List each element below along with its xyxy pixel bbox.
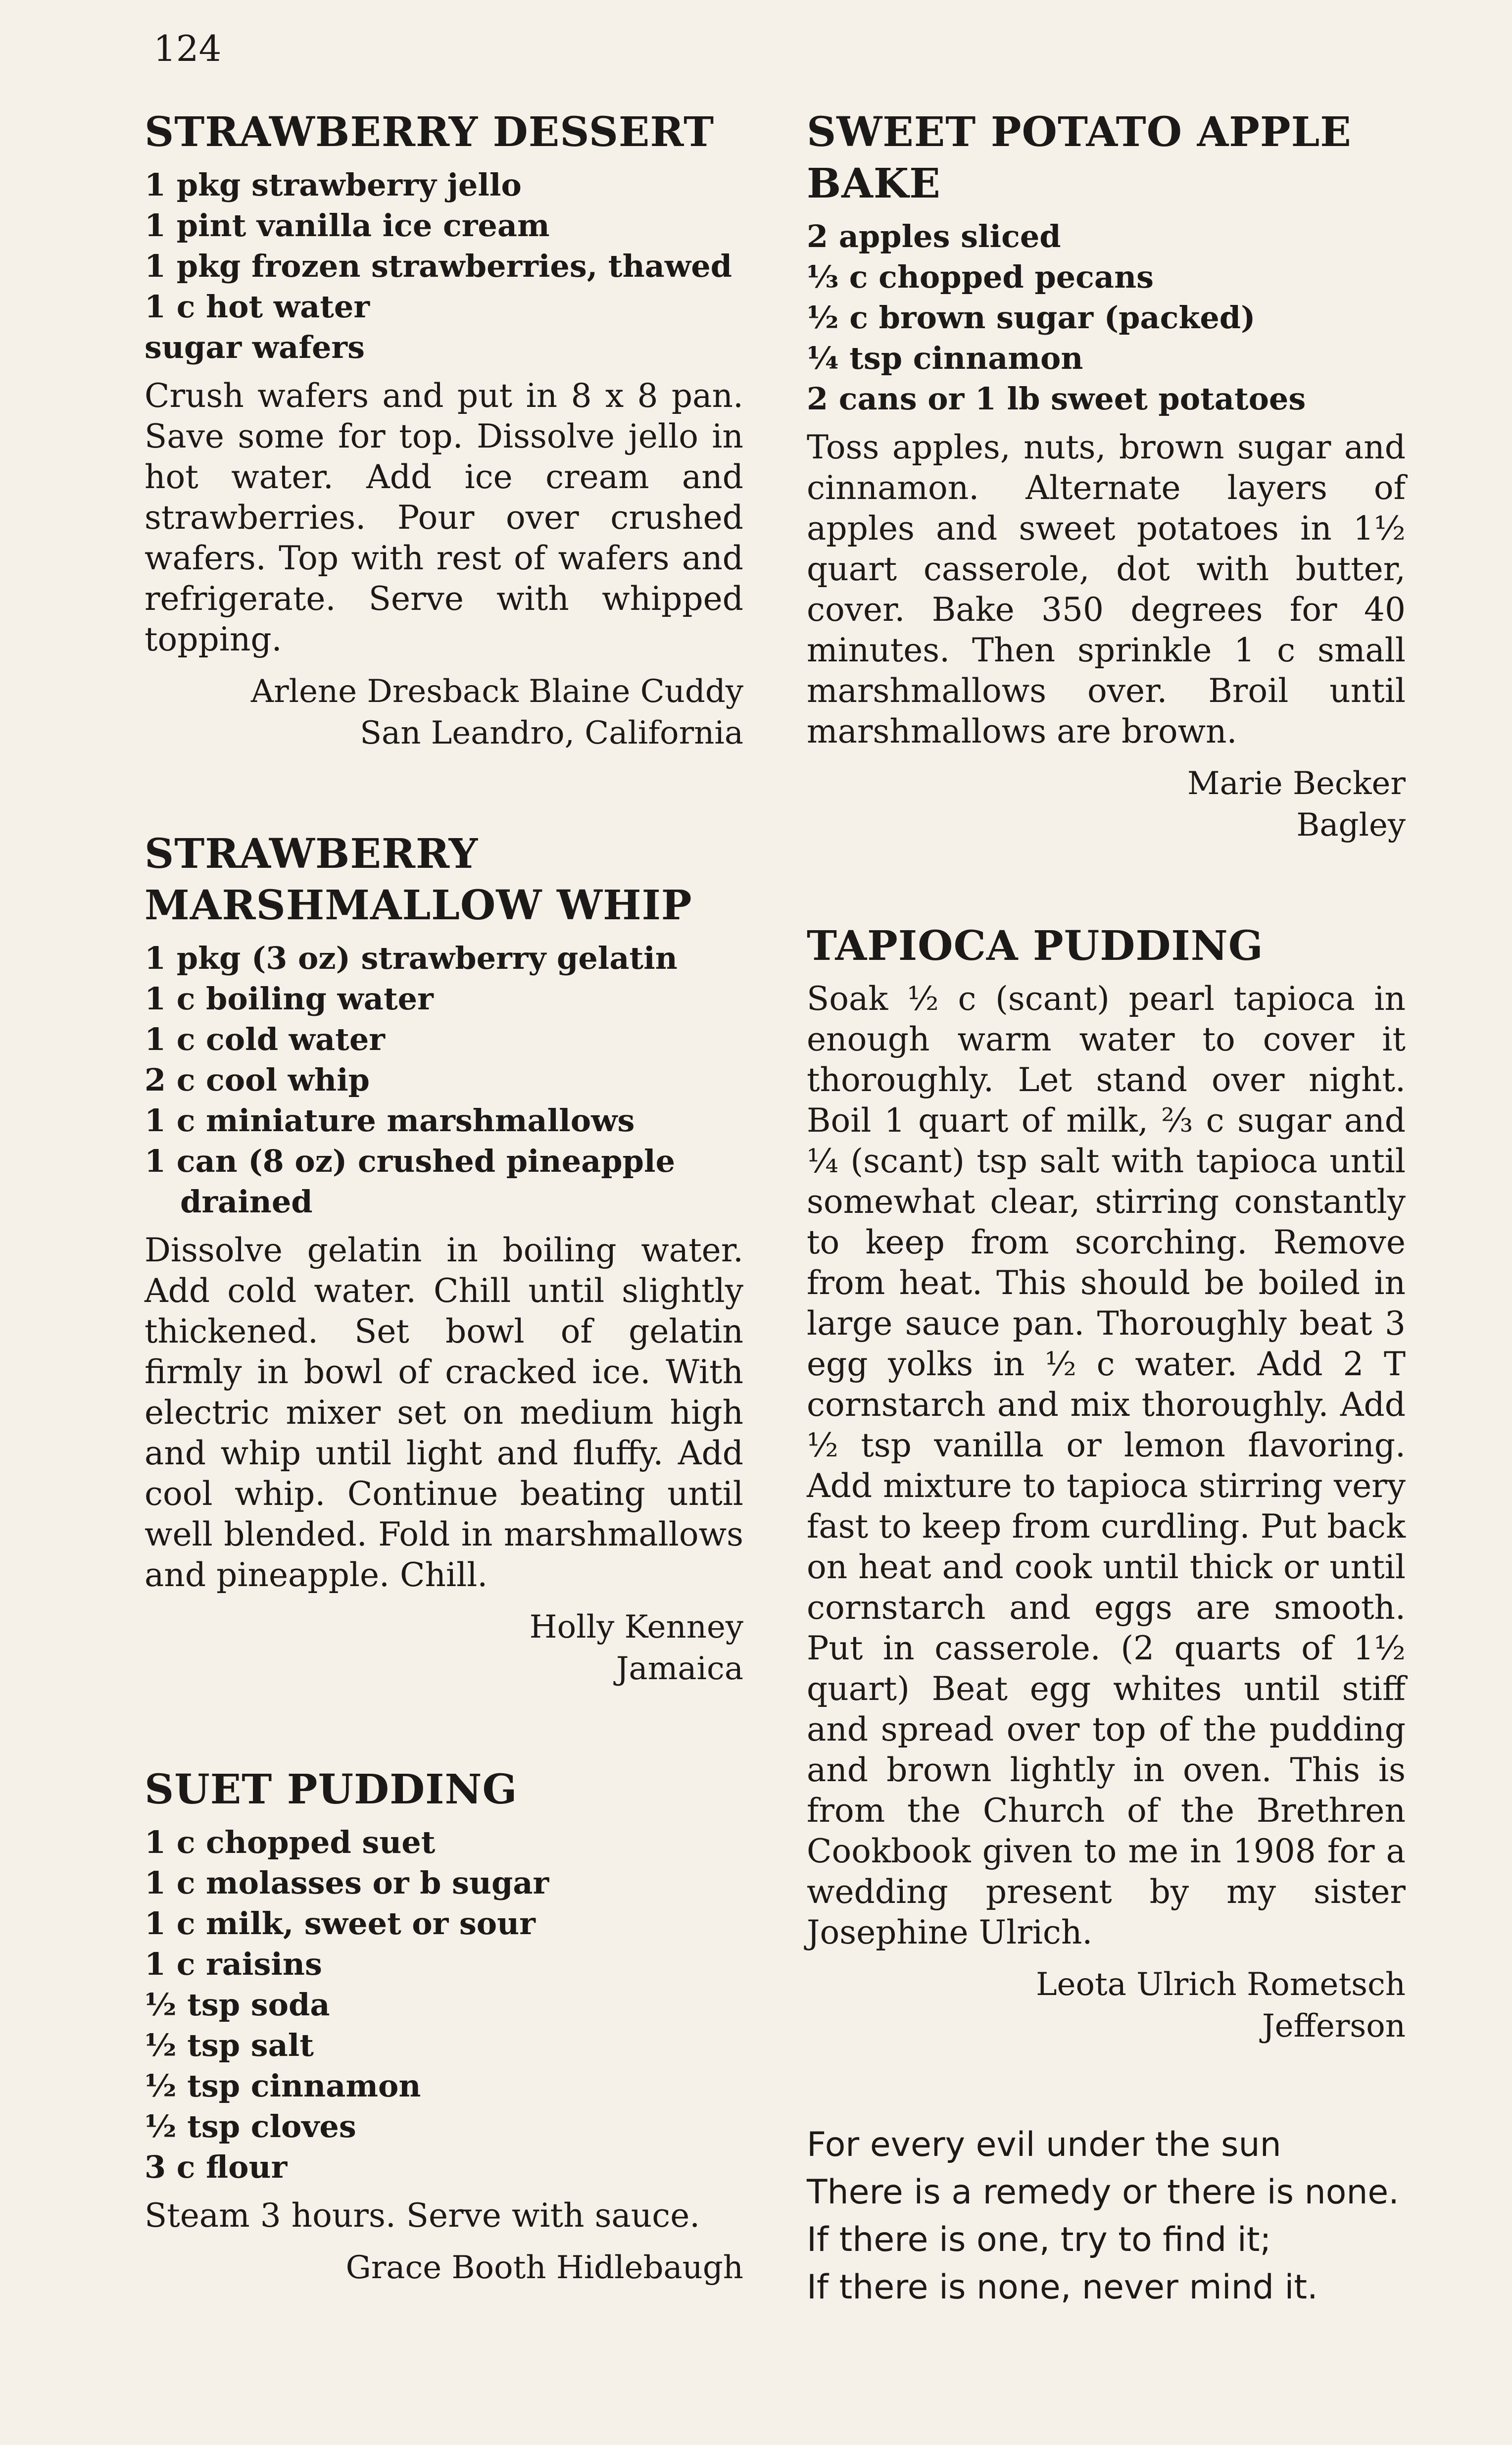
recipe-title: SUET PUDDING [145, 1766, 518, 1813]
ingredient-item: 1 c molasses or b sugar [145, 1865, 549, 1901]
attribution-line: Holly Kenney [529, 1609, 743, 1646]
attribution-line: Grace Booth Hidlebaugh [345, 2249, 743, 2286]
recipe-title: TAPIOCA PUDDING [807, 922, 1264, 970]
recipe-directions: Toss apples, nuts, brown sugar and cinnamon. Alternate layers of apples and sweet potatoes in 1½ quart casserole, dot with butter, cover. Bake 350 degrees for 40 minutes. Then sprinkle 1 c small marshmallows over. Broil until marshmallows are brown. [807, 428, 1406, 750]
ingredient-list [807, 216, 1406, 419]
ingredient-item: 3 c flour [145, 2149, 288, 2185]
ingredient-list [145, 165, 743, 368]
ingredient-item: 1 pkg frozen strawberries, thawed [145, 248, 732, 284]
ingredient-item: ¼ tsp cinnamon [807, 340, 1083, 376]
recipe-directions: Steam 3 hours. Serve with sauce. [145, 2196, 700, 2235]
ingredient-item: 1 can (8 oz) crushed pineapple drained [145, 1143, 676, 1220]
recipe-attribution [145, 1606, 743, 1690]
attribution-line: Leota Ulrich Rometsch [1036, 1966, 1406, 2003]
rhyme-line: If there is one, try to find it; [807, 2220, 1271, 2259]
ingredient-item: 2 cans or 1 lb sweet potatoes [807, 381, 1306, 417]
recipe-title: SWEET POTATO APPLE BAKE [807, 108, 1352, 207]
ingredient-item: 1 c cold water [145, 1021, 385, 1057]
ingredient-list [145, 1822, 743, 2188]
ingredient-item: 1 pkg (3 oz) strawberry gelatin [145, 940, 678, 976]
attribution-line: Jamaica [616, 1650, 743, 1687]
ingredient-item: ½ tsp cloves [145, 2108, 356, 2145]
recipe-directions: Dissolve gelatin in boiling water. Add cold water. Chill until slightly thickened. Set bowl of gelatin firmly in bowl of cracked ice. With electric mixer set on medium high and whip until light and fluffy. Add cool whip. Continue beating until well blended. Fold in marshmallows and pineapple. Chill. [145, 1231, 743, 1594]
rhyme-line: For every evil under the sun [807, 2125, 1281, 2164]
ingredient-item: ⅓ c chopped pecans [807, 259, 1154, 295]
recipe-tapioca-pudding [807, 920, 1406, 2047]
ingredient-list [145, 938, 743, 1222]
left-column [145, 106, 743, 2363]
recipe-attribution [807, 763, 1406, 846]
ingredient-item: ½ tsp salt [145, 2027, 314, 2063]
ingredient-item: sugar wafers [145, 329, 365, 365]
recipe-directions: Crush wafers and put in 8 x 8 pan. Save some for top. Dissolve jello in hot water. Add ice cream and strawberries. Pour over crushed wafers. Top with rest of wafers and refrigerate. Serve with whipped topping. [145, 377, 743, 658]
page-number: 124 [153, 28, 222, 69]
ingredient-item: ½ c brown sugar (packed) [807, 299, 1256, 336]
rhyme-line: If there is none, never mind it. [807, 2268, 1318, 2307]
recipe-suet-pudding [145, 1764, 743, 2289]
attribution-line: Arlene Dresback Blaine Cuddy [250, 673, 743, 710]
right-column [807, 106, 1406, 2311]
attribution-line: Marie Becker [1187, 765, 1406, 802]
ingredient-item: 1 c boiling water [145, 981, 434, 1017]
ingredient-item: ½ tsp soda [145, 1987, 330, 2023]
attribution-line: San Leandro, California [360, 715, 743, 751]
ingredient-item: 1 c chopped suet [145, 1824, 436, 1860]
recipe-strawberry-dessert [145, 106, 743, 754]
ingredient-item: 2 apples sliced [807, 218, 1061, 254]
recipe-sweet-potato-apple-bake [807, 106, 1406, 846]
recipe-title: STRAWBERRY DESSERT [145, 108, 715, 156]
ingredient-item: 1 pint vanilla ice cream [145, 207, 550, 244]
attribution-line: Bagley [1296, 807, 1406, 844]
ingredient-item: 1 pkg strawberry jello [145, 167, 522, 203]
ingredient-item: 2 c cool whip [145, 1062, 370, 1098]
ingredient-item: 1 c miniature marshmallows [145, 1102, 635, 1139]
recipe-attribution [807, 1964, 1406, 2047]
recipe-directions: Soak ½ c (scant) pearl tapioca in enough warm water to cover it thoroughly. Let stand over night. Boil 1 quart of milk, ⅔ c sugar and ¼ (scant) tsp salt with tapioca until somewhat clear, stirring constantly to keep from scorching. Remove from heat. This should be boiled in large sauce pan. Thoroughly beat 3 egg yolks in ½ c water. Add 2 T cornstarch and mix thoroughly. Add ½ tsp vanilla or lemon flavoring. Add mixture to tapioca stirring very fast to keep from curdling. Put back on heat and cook until thick or until cornstarch and eggs are smooth. Put in casserole. (2 quarts of 1½ quart) Beat egg whites until stiff and spread over top of the pudding and brown lightly in oven. This is from the Church of the Brethren Cookbook given to me in 1908 for a wedding present by my sister Josephine Ulrich. [807, 980, 1406, 1951]
recipe-attribution [145, 671, 743, 754]
ingredient-item: 1 c hot water [145, 289, 370, 325]
recipe-strawberry-marshmallow-whip [145, 828, 743, 1690]
closing-rhyme [807, 2121, 1406, 2311]
recipe-attribution [145, 2247, 743, 2289]
ingredient-item: ½ tsp cinnamon [145, 2068, 421, 2104]
rhyme-line: There is a remedy or there is none. [807, 2173, 1399, 2212]
attribution-line: Jefferson [1262, 2008, 1406, 2045]
ingredient-item: 1 c milk, sweet or sour [145, 1905, 536, 1942]
recipe-title: STRAWBERRY MARSHMALLOW WHIP [145, 830, 692, 929]
ingredient-item: 1 c raisins [145, 1946, 322, 1982]
